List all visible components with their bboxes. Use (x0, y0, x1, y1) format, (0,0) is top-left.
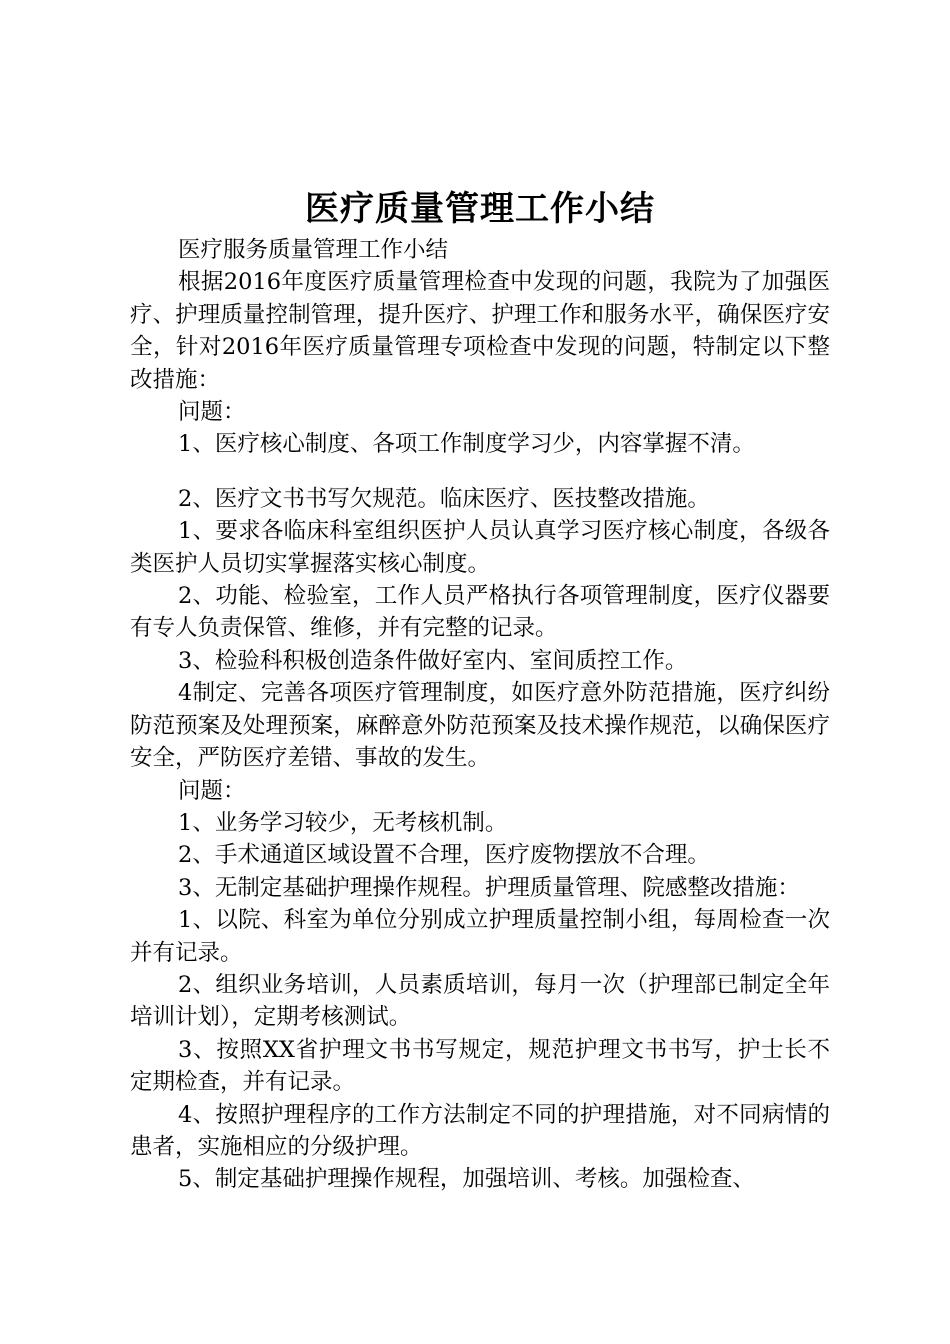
paragraph: 1、要求各临床科室组织医护人员认真学习医疗核心制度，各级各类医护人员切实掌握落实核心制度。 (130, 518, 830, 577)
paragraph: 1、业务学习较少，无考核机制。 (178, 809, 508, 836)
paragraph-subtitle: 医疗服务质量管理工作小结 (178, 237, 449, 263)
paragraph: 3、按照XX省护理文书书写规定，规范护理文书书写，护士长不定期检查，并有记录。 (130, 1036, 830, 1096)
paragraph: 1、医疗核心制度、各项工作制度学习少，内容掌握不清。 (178, 431, 755, 458)
document-body (130, 234, 830, 1196)
paragraph: 4制定、完善各项医疗管理制度，如医疗意外防范措施，医疗纠纷防范预案及处理预案，麻醉意外防范预案及技术操作规范，以确保医疗安全，严防医疗差错、事故的发生。 (130, 680, 830, 772)
paragraph-intro: 根据2016年度医疗质量管理检查中发现的问题，我院为了加强医疗、护理质量控制管理，提升医疗、护理工作和服务水平，确保医疗安全，针对2016年医疗质量管理专项检查中发现的问题，特制定以下整改措施： (130, 269, 830, 393)
paragraph: 2、功能、检验室，工作人员严格执行各项管理制度，医疗仪器要有专人负责保管、维修，并有完整的记录。 (130, 583, 830, 642)
paragraph: 2、组织业务培训，人员素质培训，每月一次（护理部已制定全年培训计划），定期考核测试。 (130, 971, 830, 1031)
paragraph: 5、制定基础护理操作规程，加强培训、考核。加强检查、 (178, 1166, 755, 1193)
paragraph: 3、检验科积极创造条件做好室内、室间质控工作。 (178, 647, 688, 674)
paragraph-problems-heading: 问题： (178, 399, 246, 426)
document-title: 医疗质量管理工作小结 (305, 189, 655, 229)
paragraph: 2、医疗文书书写欠规范。临床医疗、医技整改措施。 (178, 485, 710, 512)
paragraph-problems-heading: 问题： (178, 777, 246, 804)
paragraph: 3、无制定基础护理操作规程。护理质量管理、院感整改措施： (178, 874, 800, 901)
paragraph: 1、以院、科室为单位分别成立护理质量控制小组，每周检查一次并有记录。 (130, 907, 830, 966)
paragraph: 2、手术通道区域设置不合理，医疗废物摆放不合理。 (178, 842, 710, 869)
paragraph: 4、按照护理程序的工作方法制定不同的护理措施，对不同病情的患者，实施相应的分级护理。 (130, 1101, 830, 1160)
